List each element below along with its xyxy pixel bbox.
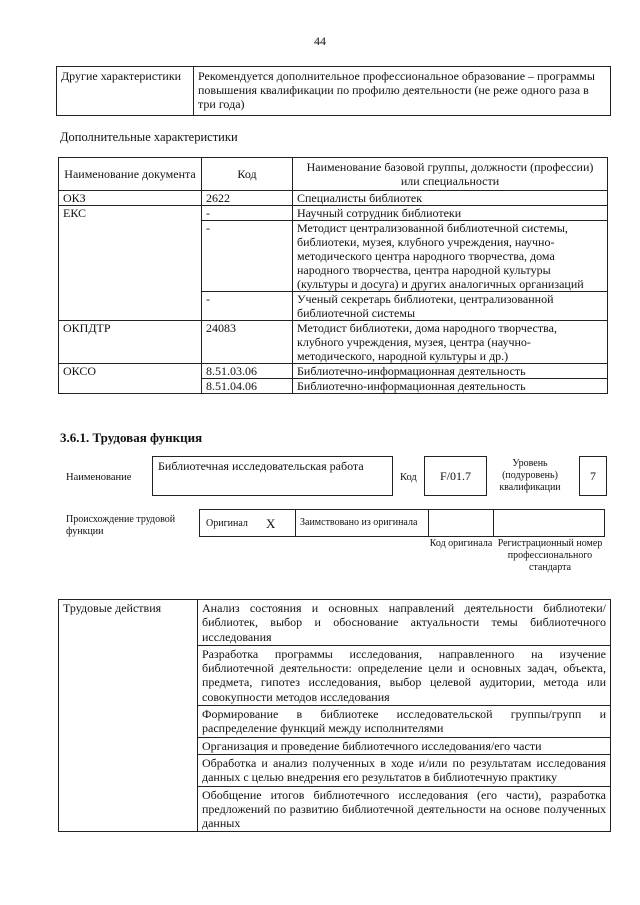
code-value: F/01.7 — [439, 468, 471, 483]
table-row: 8.51.04.06 Библиотечно-информационная деятельность — [59, 379, 608, 394]
other-characteristics-text: Рекомендуется дополнительное профессиональное образование – программы повышения квалификации по профилю деятельности (не реже одного раза в три года) — [194, 67, 611, 116]
other-characteristics-label: Другие характеристики — [57, 67, 194, 116]
table-row — [59, 600, 611, 646]
list-item: Разработка программы исследования, направленного на изучение библиотечной деятельности: определение цели и основных задач, объекта, предмета, гипотез исследования, выбор целевой аудитории, метода или совокупности методов исследования — [198, 645, 611, 705]
table-row: ОКПДТР 24083 Методист библиотеки, дома народного творчества, клубного учреждения, музея, центра (научно-методического, народной культуры и др.) — [59, 321, 608, 364]
labor-actions-table — [58, 599, 611, 832]
borrowed-box — [295, 509, 429, 537]
code-original-label: Код оригинала — [429, 538, 493, 549]
labor-actions-label: Трудовые действия — [59, 600, 198, 832]
table-row: ОКСО 8.51.03.06 Библиотечно-информационная деятельность — [59, 364, 608, 379]
table-row: - Методист централизованной библиотечной системы, библиотеки, музея, клубного учреждения, научно-методического центра народного творчества, дома народного творчества, центра народной культуры (культуры и досуга) и других аналогичных организаций — [59, 221, 608, 292]
code-label: Код — [400, 472, 417, 483]
list-item: Анализ состояния и основных направлений деятельности библиотеки/библиотек, выбор и обоснование актуальности темы библиотечного исследования — [198, 600, 611, 646]
borrowed-label: Заимствовано из оригинала — [300, 517, 418, 528]
level-value: 7 — [590, 468, 596, 483]
list-item: Обработка и анализ полученных в ходе и/или по результатам исследования данных с целью внедрения его результатов в библиотечную практику — [198, 754, 611, 786]
table-row: - Ученый секретарь библиотеки, централизованной библиотечной системы — [59, 292, 608, 321]
list-item: Организация и проведение библиотечного исследования/его части — [198, 737, 611, 754]
col-header-code: Код — [202, 158, 293, 191]
col-header-document: Наименование документа — [59, 158, 202, 191]
original-mark: X — [266, 516, 276, 531]
additional-characteristics-table — [58, 157, 608, 394]
list-item: Формирование в библиотеке исследовательской группы/групп и распределение функций между исполнителями — [198, 706, 611, 738]
function-name-box — [152, 456, 393, 496]
original-label: Оригинал — [206, 518, 248, 529]
col-header-name: Наименование базовой группы, должности (профессии) или специальности — [293, 158, 608, 191]
function-name-value: Библиотечная исследовательская работа — [158, 459, 364, 473]
reg-number-box — [493, 509, 605, 537]
origin-label: Происхождение трудовой функции — [66, 514, 176, 537]
level-box — [579, 456, 607, 496]
additional-characteristics-title: Дополнительные характеристики — [60, 130, 238, 144]
table-row: ОКЗ 2622 Специалисты библиотек — [59, 191, 608, 206]
code-original-box — [428, 509, 494, 537]
section-heading: 3.6.1. Трудовая функция — [60, 430, 203, 445]
page-number: 44 — [314, 34, 326, 48]
name-label: Наименование — [66, 472, 132, 483]
other-characteristics-table — [56, 66, 611, 116]
reg-number-label: Регистрационный номер профессионального стандарта — [497, 538, 603, 573]
code-box — [424, 456, 487, 496]
table-row: ЕКС - Научный сотрудник библиотеки — [59, 206, 608, 221]
original-box — [199, 509, 296, 537]
level-label: Уровень (подуровень) квалификации — [499, 458, 561, 493]
list-item: Обобщение итогов библиотечного исследования (его части), разработка предложений по развитию библиотечной деятельности на основе полученных данных — [198, 786, 611, 832]
